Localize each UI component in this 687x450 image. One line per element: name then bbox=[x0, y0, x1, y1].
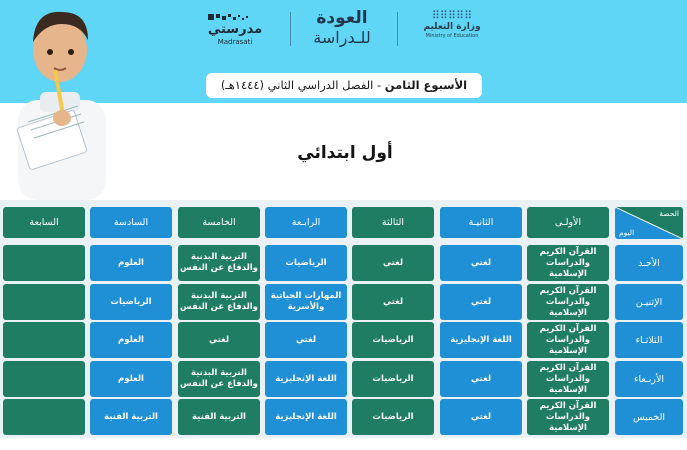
table-corner-header bbox=[615, 207, 683, 239]
period-header: الثانيـة bbox=[440, 207, 522, 238]
lesson-cell: الرياضيات bbox=[352, 399, 434, 435]
madrasati-logo-arabic: مدرستي bbox=[207, 22, 263, 37]
lesson-cell: الرياضيات bbox=[90, 284, 172, 320]
lesson-cell: الرياضيات bbox=[352, 322, 434, 358]
lesson-cell: لغتي bbox=[352, 245, 434, 281]
lesson-cell bbox=[3, 245, 85, 281]
week-info-pill bbox=[206, 73, 482, 98]
semester-info: - الفصل الدراسي الثاني (١٤٤٤هـ) bbox=[220, 78, 385, 92]
lesson-cell: لغتي bbox=[440, 399, 522, 435]
lesson-cell: العلوم bbox=[90, 361, 172, 397]
lesson-cell: لغتي bbox=[265, 322, 347, 358]
lesson-cell: الرياضيات bbox=[265, 245, 347, 281]
lesson-cell: المهارات الحياتية والأسرية bbox=[265, 284, 347, 320]
madrasati-logo-latin: Madrasati bbox=[217, 38, 253, 46]
student-illustration bbox=[0, 0, 118, 200]
lesson-cell: لغتي bbox=[352, 284, 434, 320]
lesson-cell bbox=[3, 322, 85, 358]
back-to-school-title: العودة bbox=[316, 8, 368, 28]
period-header: السابعة bbox=[3, 207, 85, 238]
grade-title: أول ابتدائي bbox=[297, 143, 393, 163]
period-header: الرابـعة bbox=[265, 207, 347, 238]
day-label: الثلاثـاء bbox=[615, 322, 683, 358]
bottom-strip bbox=[0, 438, 687, 450]
corner-day-label: اليوم bbox=[619, 228, 635, 237]
lesson-cell: لغتي bbox=[178, 322, 260, 358]
lesson-cell: اللغة الإنجليزية bbox=[265, 361, 347, 397]
period-header: السادسة bbox=[90, 207, 172, 238]
ministry-of-education-logo bbox=[418, 10, 486, 46]
lesson-cell: القرآن الكريم والدراسات الإسلامية bbox=[527, 284, 609, 320]
lesson-cell: التربية البدنية والدفاع عن النفس bbox=[178, 245, 260, 281]
lesson-cell bbox=[3, 399, 85, 435]
day-label: الإثنيـن bbox=[615, 284, 683, 320]
back-to-school-subtitle: للـدراسة bbox=[313, 28, 371, 47]
logo-divider bbox=[397, 12, 398, 46]
lesson-cell: القرآن الكريم والدراسات الإسلامية bbox=[527, 245, 609, 281]
lesson-cell: لغتي bbox=[440, 361, 522, 397]
corner-period-label: الحصة bbox=[659, 209, 679, 218]
logo-divider bbox=[290, 12, 291, 46]
moe-logo-title: وزارة التعليم bbox=[423, 22, 481, 32]
moe-logo-subtitle: Ministry of Education bbox=[425, 33, 479, 39]
back-to-school-logo bbox=[304, 8, 380, 52]
period-header: الخامسة bbox=[178, 207, 260, 238]
lesson-cell: التربية البدنية والدفاع عن النفس bbox=[178, 361, 260, 397]
day-label: الخميس bbox=[615, 399, 683, 435]
lesson-cell: التربية الفنية bbox=[178, 399, 260, 435]
lesson-cell: العلوم bbox=[90, 245, 172, 281]
lesson-cell: التربية البدنية والدفاع عن النفس bbox=[178, 284, 260, 320]
lesson-cell: الرياضيات bbox=[352, 361, 434, 397]
lesson-cell: العلوم bbox=[90, 322, 172, 358]
period-header: الأولـى bbox=[527, 207, 609, 238]
lesson-cell: التربية الفنية bbox=[90, 399, 172, 435]
lesson-cell: القرآن الكريم والدراسات الإسلامية bbox=[527, 361, 609, 397]
period-header: الثالثة bbox=[352, 207, 434, 238]
madrasati-logo bbox=[204, 12, 266, 48]
week-number: الأسبوع الثامن bbox=[384, 78, 468, 92]
day-label: الأربـعاء bbox=[615, 361, 683, 397]
lesson-cell: اللغة الإنجليزية bbox=[265, 399, 347, 435]
lesson-cell: اللغة الإنجليزية bbox=[440, 322, 522, 358]
lesson-cell bbox=[3, 361, 85, 397]
lesson-cell: لغتي bbox=[440, 284, 522, 320]
moe-dots-icon: ⠿⠿⠿⠿⠿ bbox=[431, 9, 473, 22]
day-label: الأحـد bbox=[615, 245, 683, 281]
lesson-cell: لغتي bbox=[440, 245, 522, 281]
lesson-cell bbox=[3, 284, 85, 320]
lesson-cell: القرآن الكريم والدراسات الإسلامية bbox=[527, 399, 609, 435]
lesson-cell: القرآن الكريم والدراسات الإسلامية bbox=[527, 322, 609, 358]
madrasati-pixels-icon bbox=[206, 14, 264, 24]
